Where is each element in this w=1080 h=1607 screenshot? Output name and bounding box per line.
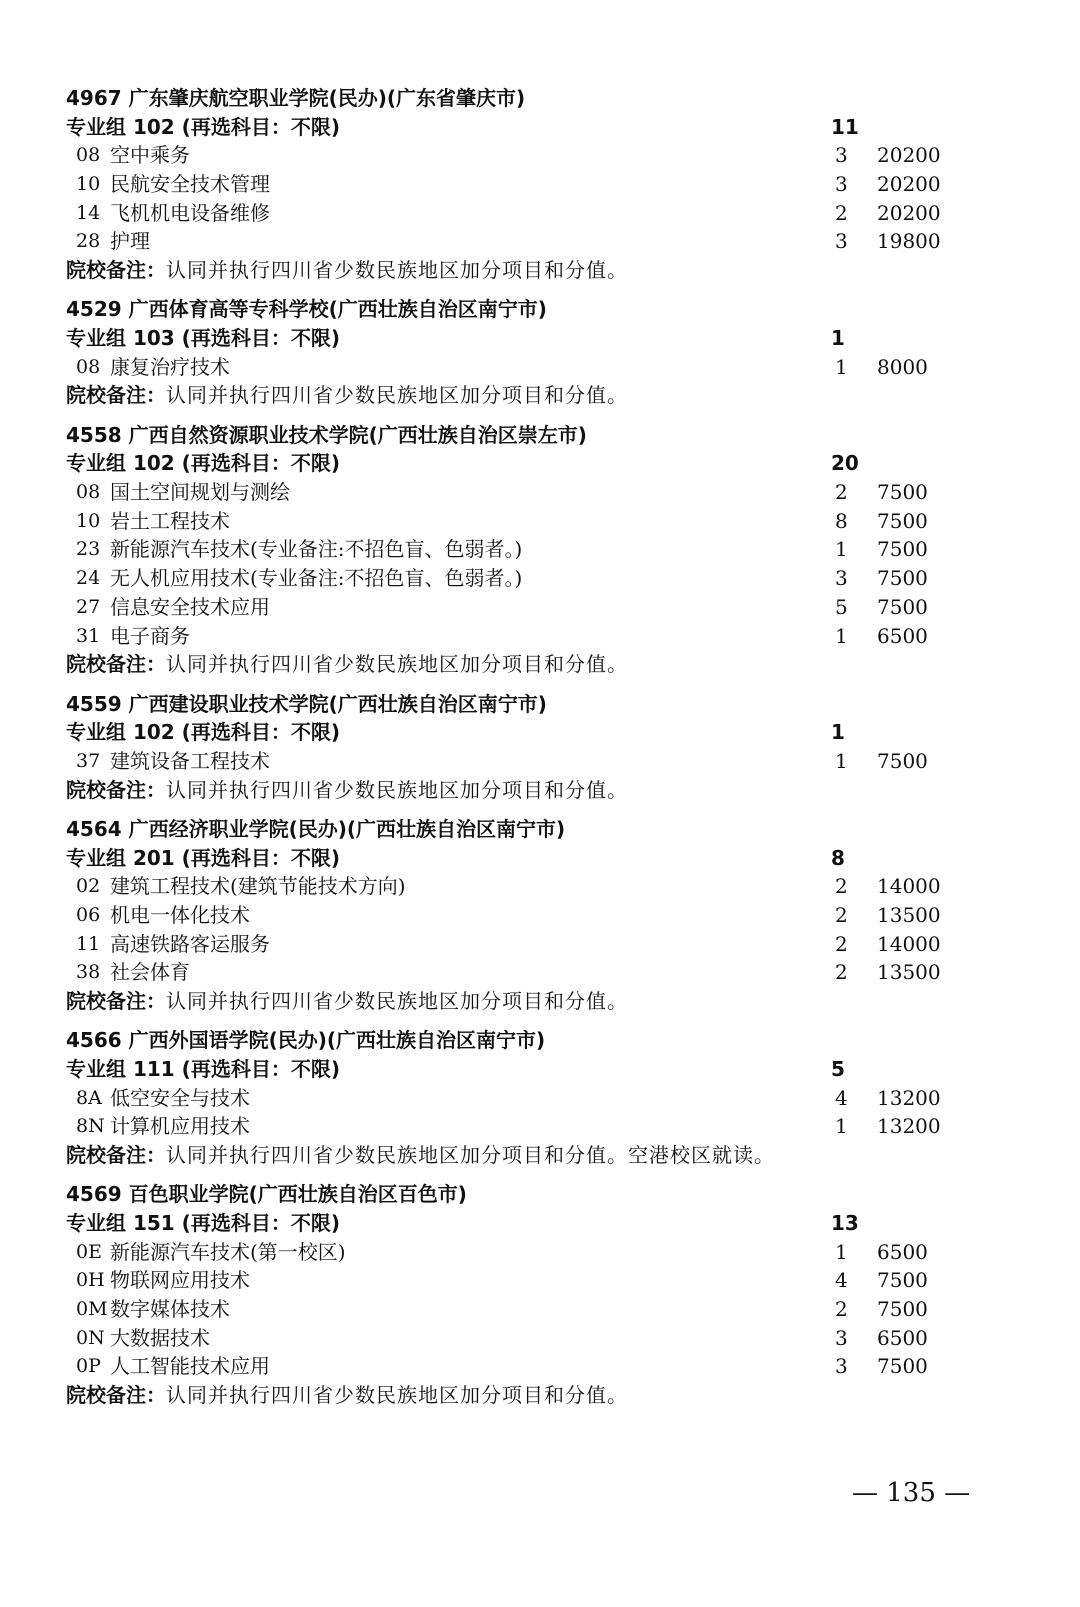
major-name: 数字媒体技术 — [110, 1297, 230, 1321]
major-row — [66, 478, 966, 507]
major-name: 社会体育 — [110, 960, 190, 984]
major-count: 3 — [835, 229, 848, 253]
major-fee: 7500 — [877, 537, 928, 561]
major-name: 空中乘务 — [110, 143, 190, 167]
college-remark — [66, 1141, 966, 1170]
major-fee: 7500 — [877, 1268, 928, 1292]
college-remark — [66, 1381, 966, 1410]
major-fee: 20200 — [877, 201, 941, 225]
major-name: 无人机应用技术(专业备注:不招色盲、色弱者。) — [110, 566, 523, 590]
major-count: 1 — [835, 355, 848, 379]
remark-text: 认同并执行四川省少数民族地区加分项目和分值。空港校区就读。 — [166, 1143, 775, 1167]
college-header: 4558 广西自然资源职业技术学院(广西壮族自治区崇左市) — [66, 423, 587, 447]
major-count: 4 — [835, 1268, 848, 1292]
major-group-count: 8 — [831, 846, 845, 870]
major-fee: 20200 — [877, 143, 941, 167]
major-count: 3 — [835, 172, 848, 196]
remark-label: 院校备注： — [66, 258, 166, 282]
college-header: 4569 百色职业学院(广西壮族自治区百色市) — [66, 1182, 467, 1206]
major-name: 计算机应用技术 — [110, 1114, 250, 1138]
major-fee: 7500 — [877, 749, 928, 773]
major-count: 4 — [835, 1086, 848, 1110]
major-group-count: 20 — [831, 451, 859, 475]
major-row — [66, 353, 966, 382]
major-code: 28 — [76, 230, 101, 252]
major-row — [66, 1238, 966, 1267]
remark-text: 认同并执行四川省少数民族地区加分项目和分值。 — [166, 1383, 628, 1407]
major-name: 物联网应用技术 — [110, 1268, 250, 1292]
remark-label: 院校备注： — [66, 652, 166, 676]
college-header: 4559 广西建设职业技术学院(广西壮族自治区南宁市) — [66, 692, 547, 716]
major-fee: 20200 — [877, 172, 941, 196]
major-name: 护理 — [110, 229, 150, 253]
major-count: 1 — [835, 537, 848, 561]
major-row — [66, 1324, 966, 1353]
major-count: 2 — [835, 201, 848, 225]
major-code: 27 — [76, 596, 101, 618]
major-code: 8A — [76, 1087, 102, 1109]
major-count: 2 — [835, 903, 848, 927]
major-fee: 13200 — [877, 1114, 941, 1138]
major-fee: 7500 — [877, 480, 928, 504]
major-row — [66, 507, 966, 536]
major-code: 08 — [76, 481, 101, 503]
major-count: 2 — [835, 932, 848, 956]
major-code: 06 — [76, 904, 101, 926]
remark-text: 认同并执行四川省少数民族地区加分项目和分值。 — [166, 989, 628, 1013]
major-code: 0M — [76, 1298, 108, 1320]
college-remark — [66, 776, 966, 805]
major-row — [66, 593, 966, 622]
remark-label: 院校备注： — [66, 778, 166, 802]
major-row — [66, 227, 966, 256]
major-row — [66, 872, 966, 901]
major-name: 高速铁路客运服务 — [110, 932, 270, 956]
major-count: 2 — [835, 874, 848, 898]
major-count: 2 — [835, 1297, 848, 1321]
major-group-label: 专业组 102 (再选科目：不限) — [66, 115, 340, 139]
major-code: 08 — [76, 144, 101, 166]
major-name: 信息安全技术应用 — [110, 595, 270, 619]
major-group-row — [66, 1209, 966, 1238]
college-remark — [66, 650, 966, 679]
major-group-count: 11 — [831, 115, 859, 139]
major-count: 1 — [835, 624, 848, 648]
major-group-label: 专业组 111 (再选科目：不限) — [66, 1057, 340, 1081]
major-row — [66, 930, 966, 959]
major-group-row — [66, 324, 966, 353]
major-fee: 7500 — [877, 1354, 928, 1378]
major-row — [66, 958, 966, 987]
major-count: 3 — [835, 1354, 848, 1378]
major-group-row — [66, 844, 966, 873]
major-name: 民航安全技术管理 — [110, 172, 270, 196]
college-remark — [66, 987, 966, 1016]
major-code: 24 — [76, 567, 101, 589]
major-group-row — [66, 1055, 966, 1084]
major-code: 08 — [76, 356, 101, 378]
major-row — [66, 1352, 966, 1381]
major-code: 0E — [76, 1241, 102, 1263]
major-group-count: 13 — [831, 1211, 859, 1235]
major-group-count: 1 — [831, 720, 845, 744]
major-name: 新能源汽车技术(第一校区) — [110, 1240, 346, 1264]
remark-text: 认同并执行四川省少数民族地区加分项目和分值。 — [166, 258, 628, 282]
major-fee: 14000 — [877, 874, 941, 898]
major-code: 0N — [76, 1327, 105, 1349]
major-group-label: 专业组 201 (再选科目：不限) — [66, 846, 340, 870]
major-fee: 19800 — [877, 229, 941, 253]
major-count: 5 — [835, 595, 848, 619]
college-header: 4566 广西外国语学院(民办)(广西壮族自治区南宁市) — [66, 1028, 546, 1052]
major-code: 11 — [76, 933, 101, 955]
major-row — [66, 1084, 966, 1113]
college-header: 4529 广西体育高等专科学校(广西壮族自治区南宁市) — [66, 297, 547, 321]
college-remark — [66, 256, 966, 285]
major-group-row — [66, 718, 966, 747]
major-count: 3 — [835, 1326, 848, 1350]
major-code: 37 — [76, 750, 101, 772]
remark-label: 院校备注： — [66, 383, 166, 407]
major-fee: 7500 — [877, 509, 928, 533]
major-fee: 7500 — [877, 1297, 928, 1321]
major-row — [66, 1295, 966, 1324]
major-group-count: 1 — [831, 326, 845, 350]
major-fee: 6500 — [877, 1326, 928, 1350]
major-code: 38 — [76, 961, 101, 983]
major-fee: 7500 — [877, 595, 928, 619]
major-count: 8 — [835, 509, 848, 533]
major-fee: 14000 — [877, 932, 941, 956]
major-code: 0P — [76, 1355, 101, 1377]
major-code: 23 — [76, 538, 101, 560]
major-group-label: 专业组 103 (再选科目：不限) — [66, 326, 340, 350]
major-row — [66, 747, 966, 776]
major-code: 8N — [76, 1115, 105, 1137]
major-code: 0H — [76, 1269, 105, 1291]
major-code: 10 — [76, 173, 101, 195]
major-fee: 13500 — [877, 903, 941, 927]
major-row — [66, 622, 966, 651]
remark-label: 院校备注： — [66, 1143, 166, 1167]
major-row — [66, 1112, 966, 1141]
major-row — [66, 199, 966, 228]
major-fee: 13500 — [877, 960, 941, 984]
major-name: 岩土工程技术 — [110, 509, 230, 533]
major-fee: 6500 — [877, 1240, 928, 1264]
major-name: 康复治疗技术 — [110, 355, 230, 379]
major-name: 飞机机电设备维修 — [110, 201, 270, 225]
major-name: 人工智能技术应用 — [110, 1354, 270, 1378]
major-fee: 8000 — [877, 355, 928, 379]
major-count: 3 — [835, 566, 848, 590]
remark-label: 院校备注： — [66, 989, 166, 1013]
major-fee: 13200 — [877, 1086, 941, 1110]
major-row — [66, 901, 966, 930]
remark-text: 认同并执行四川省少数民族地区加分项目和分值。 — [166, 652, 628, 676]
remark-text: 认同并执行四川省少数民族地区加分项目和分值。 — [166, 778, 628, 802]
major-name: 电子商务 — [110, 624, 190, 648]
major-group-count: 5 — [831, 1057, 845, 1081]
major-row — [66, 535, 966, 564]
college-remark — [66, 381, 966, 410]
major-name: 建筑工程技术(建筑节能技术方向) — [110, 874, 406, 898]
major-count: 1 — [835, 1114, 848, 1138]
major-name: 国土空间规划与测绘 — [110, 480, 290, 504]
major-group-row — [66, 449, 966, 478]
major-name: 新能源汽车技术(专业备注:不招色盲、色弱者。) — [110, 537, 523, 561]
major-count: 2 — [835, 480, 848, 504]
major-name: 低空安全与技术 — [110, 1086, 250, 1110]
major-group-label: 专业组 102 (再选科目：不限) — [66, 720, 340, 744]
major-name: 大数据技术 — [110, 1326, 210, 1350]
major-row — [66, 170, 966, 199]
major-code: 31 — [76, 625, 101, 647]
major-name: 建筑设备工程技术 — [110, 749, 270, 773]
major-count: 2 — [835, 960, 848, 984]
major-group-row — [66, 113, 966, 142]
major-group-label: 专业组 102 (再选科目：不限) — [66, 451, 340, 475]
major-count: 1 — [835, 749, 848, 773]
major-count: 3 — [835, 143, 848, 167]
major-code: 10 — [76, 510, 101, 532]
major-row — [66, 564, 966, 593]
college-header: 4967 广东肇庆航空职业学院(民办)(广东省肇庆市) — [66, 86, 526, 110]
remark-label: 院校备注： — [66, 1383, 166, 1407]
major-code: 02 — [76, 875, 101, 897]
major-fee: 6500 — [877, 624, 928, 648]
remark-text: 认同并执行四川省少数民族地区加分项目和分值。 — [166, 383, 628, 407]
college-header: 4564 广西经济职业学院(民办)(广西壮族自治区南宁市) — [66, 817, 566, 841]
page-number: — 135 — — [852, 1478, 971, 1508]
major-group-label: 专业组 151 (再选科目：不限) — [66, 1211, 340, 1235]
major-code: 14 — [76, 202, 101, 224]
major-fee: 7500 — [877, 566, 928, 590]
major-row — [66, 141, 966, 170]
major-count: 1 — [835, 1240, 848, 1264]
major-name: 机电一体化技术 — [110, 903, 250, 927]
major-row — [66, 1266, 966, 1295]
